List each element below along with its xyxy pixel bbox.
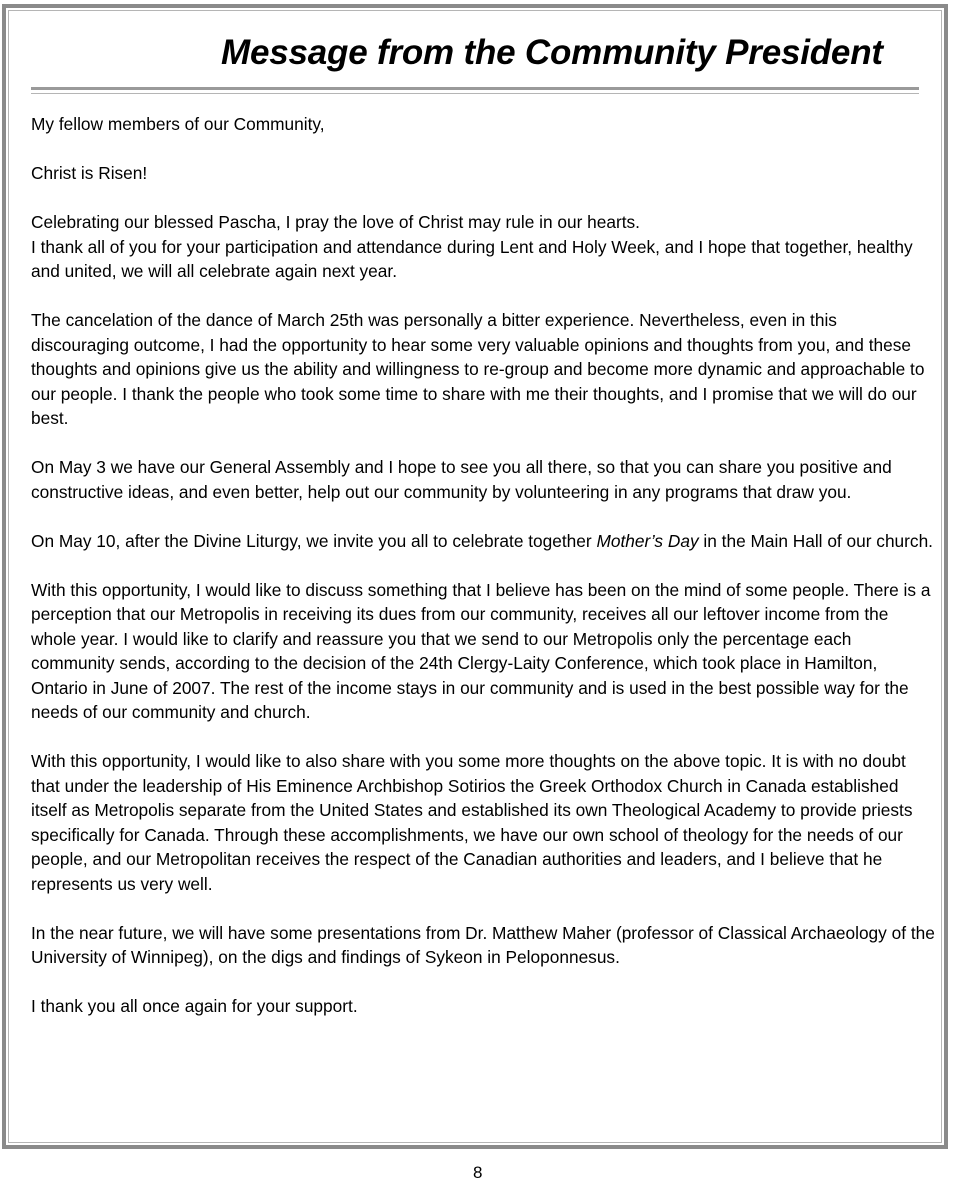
closing-line: I thank you all once again for your support. [31, 996, 358, 1016]
paragraph-general-assembly: On May 3 we have our General Assembly and I hope to see you all there, so that you can share you positive and constructive ideas, and even better, help out our community by volunteering in any programs that draw you. [31, 457, 892, 502]
greeting: Christ is Risen! [31, 163, 148, 183]
page-frame [2, 4, 948, 1149]
paragraph-metropolis-dues: With this opportunity, I would like to discuss something that I believe has been on the mind of some people. There is a perception that our Metropolis in receiving its dues from our community, receives all our leftover income from the whole year. I would like to clarify and reassure you that we send to our Metropolis only the percentage each community sends, according to the decision of the 24th Clergy-Laity Conference, which took place in Hamilton, Ontario in June of 2007. The rest of the income stays in our community and is used in the best possible way for the needs of our community and church. [31, 579, 931, 722]
paragraph-presentations: In the near future, we will have some presentations from Dr. Matthew Maher (professor of Classical Archaeology of the University of Winnipeg), on the digs and findings of Sykeon in Peloponnesus. [31, 922, 935, 967]
paragraph-pascha-line1: Celebrating our blessed Pascha, I pray the love of Christ may rule in our hearts. [31, 212, 640, 232]
paragraph-mothers-day [31, 529, 936, 554]
title-rule-thick [31, 87, 919, 90]
letter-body [31, 112, 936, 1043]
paragraph-theological-academy: With this opportunity, I would like to also share with you some more thoughts on the above topic. It is with no doubt that under the leadership of His Eminence Archbishop Sotirios the Greek Orthodox Church in Canada established itself as Metropolis separate from the United States and established its own Theological Academy to provide priests specifically for Canada. Through these accomplishments, we have our own school of theology for the needs of our people, and our Metropolitan receives the respect of the Canadian authorities and leaders, and I believe that he represents us very well. [31, 751, 913, 894]
title-rule-thin [31, 93, 919, 94]
mothers-day-text-before: On May 10, after the Divine Liturgy, we invite you all to celebrate together [31, 530, 597, 551]
paragraph-dance: The cancelation of the dance of March 25th was personally a bitter experience. Nevertheless, even in this discouraging outcome, I had the opportunity to hear some very valuable opinions and thoughts from you, and these thoughts and opinions give us the ability and willingness to re-group and become more dynamic and approachable to our people. I thank the people who took some time to share with me their thoughts, and I promise that we will do our best. [31, 310, 925, 428]
mothers-day-italic: Mother’s Day [596, 530, 699, 551]
page-title: Message from the Community President [221, 33, 883, 72]
paragraph-pascha-line2: I thank all of you for your participation and attendance during Lent and Holy Week, and I hope that together, healthy and united, we will all celebrate again next year. [31, 236, 913, 281]
page-number: 8 [473, 1163, 483, 1182]
salutation: My fellow members of our Community, [31, 114, 325, 134]
mothers-day-text-after: in the Main Hall of our church. [698, 530, 933, 551]
